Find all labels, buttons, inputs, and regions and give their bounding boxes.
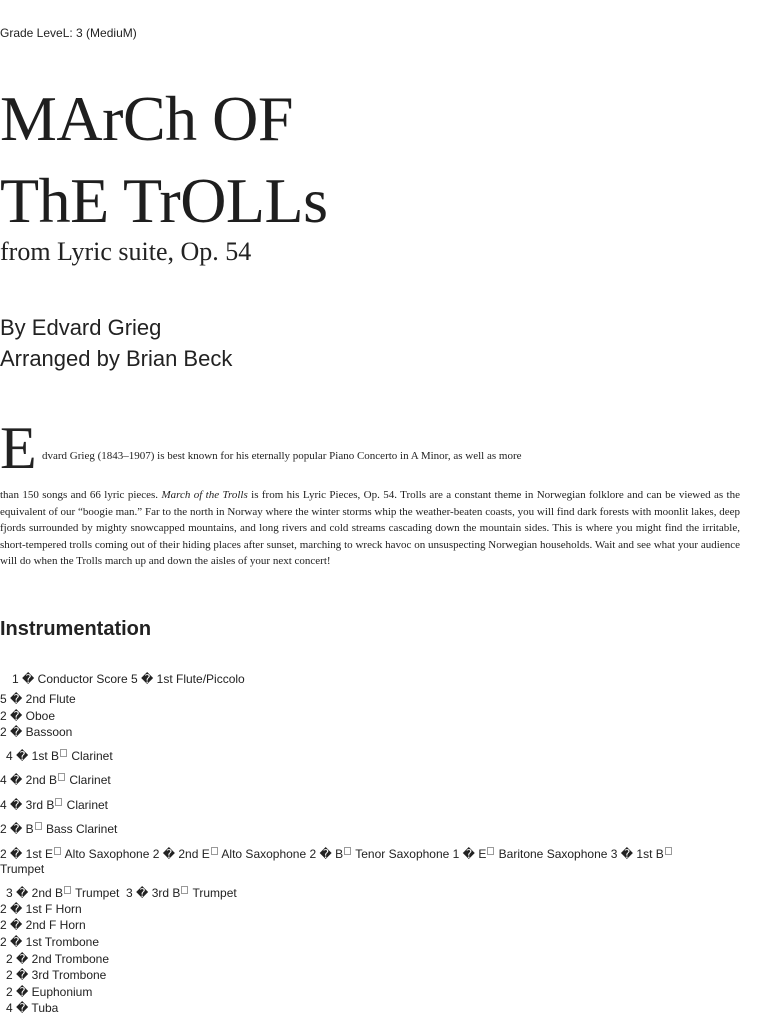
missing-glyph-icon <box>211 847 218 855</box>
instrument-line: 2 � Oboe <box>0 709 56 723</box>
page-title <box>0 78 328 242</box>
instrument-line: 2 � Euphonium <box>6 985 93 999</box>
instrument-line: 2 � 3rd Trombone <box>6 968 107 982</box>
instrument-line: 4 � 3rd B Clarinet <box>0 798 109 812</box>
instrumentation-heading: Instrumentation <box>0 618 152 640</box>
instrument-line: 2 � 2nd F Horn <box>0 918 86 932</box>
missing-glyph-icon <box>344 847 351 855</box>
missing-glyph-icon <box>55 798 62 806</box>
arranger-credit: Arranged by Brian Beck <box>0 346 233 371</box>
credits <box>0 312 232 374</box>
intro-first-line: dvard Grieg (1843–1907) is best known for his eternally popular Piano Concerto in A Minor, as well as more <box>42 450 522 462</box>
instrument-line: 2 � Bassoon <box>0 725 73 739</box>
grade-level: Grade LeveL: 3 (MediuM) <box>0 26 137 40</box>
instrument-line: 2 � B Bass Clarinet <box>0 822 118 836</box>
drop-cap: E <box>0 415 37 481</box>
title-line-1: MArCh OF <box>0 83 293 154</box>
instrument-line: Trumpet <box>0 862 45 876</box>
title-line-2: ThE TrOLLs <box>0 165 328 236</box>
instrument-line: 2 � 1st F Horn <box>0 902 82 916</box>
para-start: than 150 songs and 66 lyric pieces. <box>0 489 162 501</box>
missing-glyph-icon <box>60 749 67 757</box>
instrument-line: 2 � 1st Trombone <box>0 935 100 949</box>
instrument-line: 1 � Conductor Score 5 � 1st Flute/Piccolo <box>12 672 245 686</box>
instrument-line: 4 � 2nd B Clarinet <box>0 773 111 787</box>
missing-glyph-icon <box>64 886 71 894</box>
instrument-line: 2 � 2nd Trombone <box>6 952 110 966</box>
instrument-line: 3 � 2nd B Trumpet 3 � 3rd B Trumpet <box>6 886 237 900</box>
missing-glyph-icon <box>181 886 188 894</box>
para-rest: is from his Lyric Pieces, Op. 54. Trolls are a constant theme in Norwegian folklore and can be viewed as the equivalent of our “boogie man.” Far to the north in Norway where the winter storms whip the weather-beaten coasts, you will find dark forests with moonlit lakes, deep fjords surrounded by mighty snowcapped mountains, and long rivers and cold streams cascading down the mountain sides. This is where you might find the irritable, short-tempered trolls coming out of their hiding places after sunset, marching to wreck havoc on unsuspecting Norwegian households. Wait and see what your audience will do when the Trolls march up and down the aisles of your next concert! <box>0 489 740 567</box>
subtitle: from Lyric suite, Op. 54 <box>0 237 252 266</box>
intro-paragraph <box>0 487 740 570</box>
missing-glyph-icon <box>35 822 42 830</box>
missing-glyph-icon <box>665 847 672 855</box>
instrument-line: 5 � 2nd Flute <box>0 692 76 706</box>
missing-glyph-icon <box>54 847 61 855</box>
piece-title-italic: March of the Trolls <box>161 489 248 501</box>
composer-credit: By Edvard Grieg <box>0 315 162 340</box>
instrument-line: 2 � 1st E Alto Saxophone 2 � 2nd E Alto Saxophone 2 � B Tenor Saxophone 1 � E Baritone Saxophone 3 � 1st B <box>0 847 673 861</box>
missing-glyph-icon <box>58 773 65 781</box>
instrument-line: 4 � 1st B Clarinet <box>6 749 113 763</box>
instrument-line: 4 � Tuba <box>6 1001 59 1015</box>
missing-glyph-icon <box>487 847 494 855</box>
